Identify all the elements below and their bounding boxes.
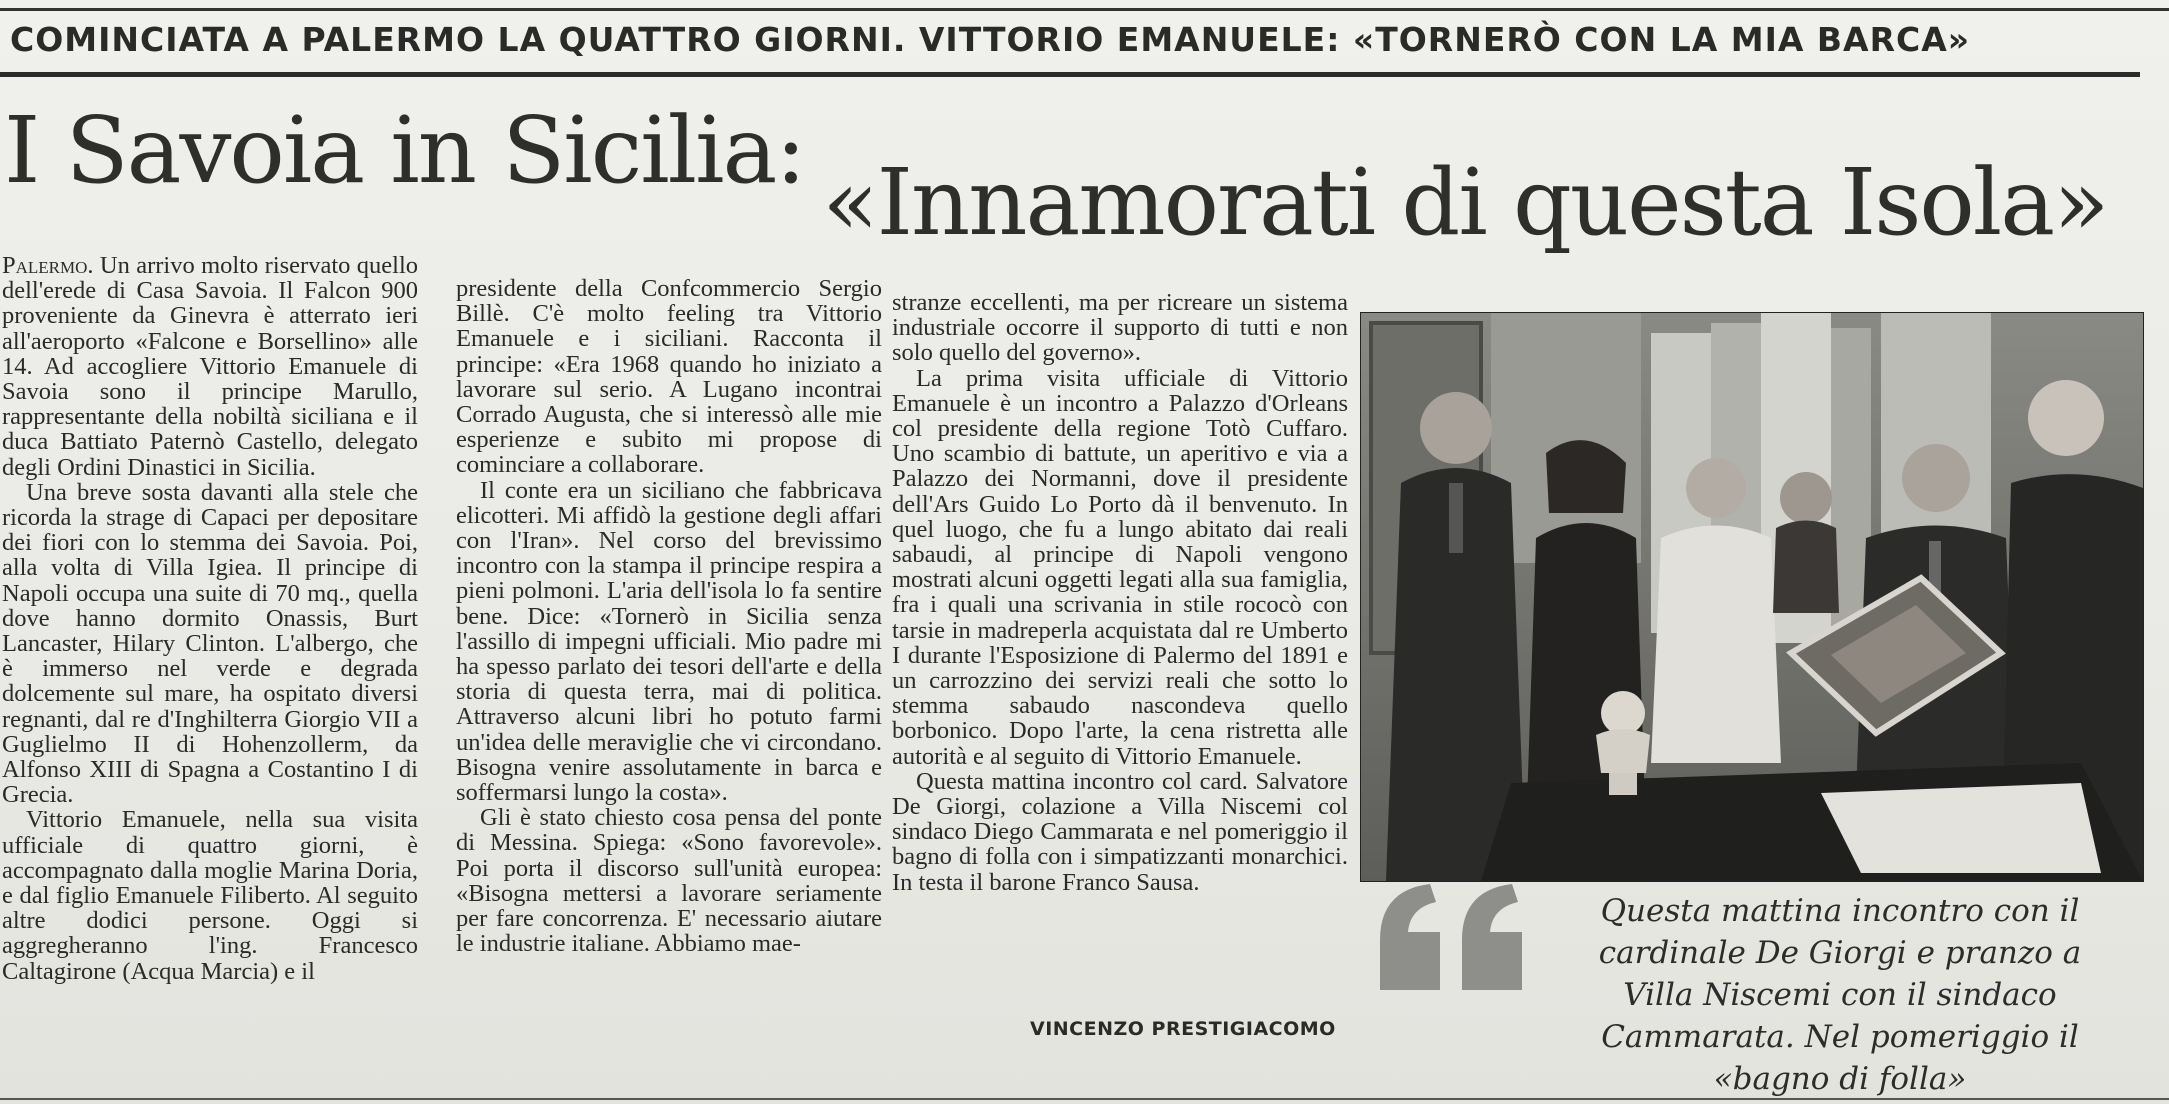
- dateline: Palermo.: [2, 252, 94, 279]
- paragraph: Palermo. Un arrivo molto riservato quello dell'erede di Casa Savoia. Il Falcon 900 proveniente da Ginevra è atterrato ieri all'aeroporto «Falcone e Borsellino» alle 14. Ad accogliere Vittorio Emanuele di Savoia sono il principe Marullo, rappresentante della nobiltà siciliana e il duca Battiato Paternò Castello, delegato degli Ordini Dinastici in Sicilia.: [2, 252, 418, 481]
- pull-quote: Questa mattina incontro con il cardinale De Giorgi e pranzo a Villa Niscemi con il sindaco Cammarata. Nel pomeriggio il «bagno di folla»: [1598, 893, 2082, 1097]
- paragraph: Gli è stato chiesto cosa pensa del ponte di Messina. Spiega: «Sono favorevole». Poi porta il discorso sull'unità europea: «Bisogna mettersi a lavorare seriamente per fare concorrenza. E' necessario aiutare le industrie italiane. Abbiamo mae-: [456, 804, 882, 958]
- paragraph: Vittorio Emanuele, nella sua visita ufficiale di quattro giorni, è accompagnato dalla moglie Marina Doria, e dal figlio Emanuele Filiberto. Al seguito altre dodici persone. Oggi si aggregheranno l'ing. Francesco Caltagirone (Acqua Marcia) e il: [2, 806, 418, 985]
- paragraph: stranze eccellenti, ma per ricreare un sistema industriale occorre il supporto di tutti e non solo quello del governo».: [892, 289, 1348, 367]
- article-column-1: [2, 253, 418, 984]
- headline-part2: «Innamorati di questa Isola»: [822, 149, 2108, 256]
- article-column-3: [892, 290, 1348, 895]
- article-column-2: [456, 276, 882, 956]
- paragraph: La prima visita ufficiale di Vittorio Emanuele è un incontro a Palazzo d'Orleans col presidente della regione Totò Cuffaro. Uno scambio di battute, un aperitivo e via a Palazzo dei Normanni, dove il presidente dell'Ars Guido Lo Porto dà il benvenuto. In quel luogo, che fu a lungo abitato dai reali sabaudi, al principe di Napoli vengono mostrati alcuni oggetti legati alla sua famiglia, fra i quali una scrivania in stile rococò con tarsie in madreperla acquistata dal re Umberto I durante l'Esposizione di Palermo del 1891 e un carrozzino dei servizi reali che sotto lo stemma sabaudo nascondeva quello borbonico. Dopo l'arte, la cena ristretta alle autorità e al seguito di Vittorio Emanuele.: [892, 364, 1348, 770]
- paragraph: Una breve sosta davanti alla stele che ricorda la strage di Capaci per depositare dei fiori con lo stemma dei Savoia. Poi, alla volta di Villa Igiea. Il principe di Napoli occupa una suite di 70 mq., quella dove hanno dormito Onassis, Burt Lancaster, Hilary Clinton. L'albergo, che è immerso nel verde e degrada dolcemente sul mare, ha ospitato diversi regnanti, dal re d'Inghilterra Giorgio VII a Guglielmo II di Hohenzollerm, da Alfonso XIII di Spagna a Costantino I di Grecia.: [2, 478, 418, 809]
- quote-marks-icon: [1370, 880, 1538, 998]
- headline: [4, 97, 2169, 275]
- byline: VINCENZO PRESTIGIACOMO: [1030, 1018, 1336, 1040]
- kicker: COMINCIATA A PALERMO LA QUATTRO GIORNI. VITTORIO EMANUELE: «TORNERÒ CON LA MIA BARCA»: [10, 20, 1971, 59]
- news-photo: [1360, 312, 2144, 882]
- paragraph: Il conte era un siciliano che fabbricava elicotteri. Mi affidò la gestione degli affari con l'Iran». Nel corso del brevissimo incontro con la stampa il principe respira a pieni polmoni. L'aria dell'isola lo fa sentire bene. Dice: «Tornerò in Sicilia senza l'assillo di impegni ufficiali. Mio padre mi ha spesso parlato dei tesori dell'arte e della storia di questa terra, mai di politica. Attraverso alcuni libri ho potuto farmi un'idea delle meraviglie che vi circondano. Bisogna venire assolutamente in barca e soffermarsi lungo la costa».: [456, 476, 882, 807]
- kicker-rule: [0, 72, 2140, 77]
- paragraph: Questa mattina incontro col card. Salvatore De Giorgi, colazione a Villa Niscemi col sindaco Diego Cammarata e nel pomeriggio il bagno di folla con i simpatizzanti monarchici. In testa il barone Franco Sausa.: [892, 767, 1348, 896]
- photo-illustration: [1361, 313, 2143, 881]
- top-rule: [0, 8, 2169, 11]
- bottom-rule: [0, 1098, 2169, 1100]
- paragraph: presidente della Confcommercio Sergio Billè. C'è molto feeling tra Vittorio Emanuele e i siciliani. Racconta il principe: «Era 1968 quando ho iniziato a lavorare sul serio. A Lugano incontrai Corrado Augusta, che si interessò alle mie esperienze e subito mi propose di cominciare a collaborare.: [456, 275, 882, 479]
- headline-part1: I Savoia in Sicilia:: [4, 97, 805, 204]
